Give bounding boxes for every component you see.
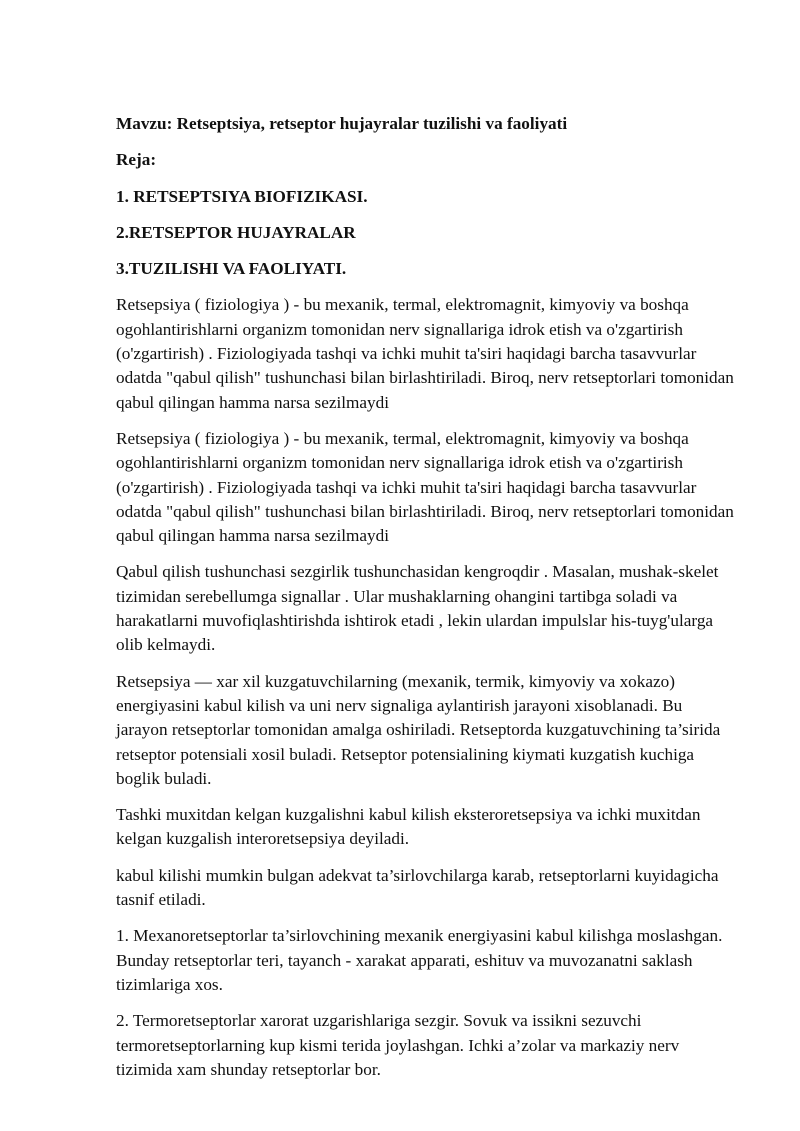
plan-label: Reja: — [116, 150, 157, 170]
paragraph: 1. Mexanoretseptorlar ta’sirlovchining mexanik energiyasini kabul kilishga moslashgan. Bunday retseptorlar teri, tayanch - xarakat apparati, eshituv va muvozanatni saklash tizimlariga xos. — [116, 926, 723, 994]
plan-item: 3.TUZILISHI VA FAOLIYATI. — [116, 259, 347, 279]
paragraph: kabul kilishi mumkin bulgan adekvat ta’sirlovchilarga karab, retseptorlarni kuyidagicha tasnif etiladi. — [116, 865, 719, 910]
document-title: Mavzu: Retseptsiya, retseptor hujayralar tuzilishi va faoliyati — [116, 114, 568, 133]
document-body — [116, 112, 736, 1094]
plan-item: 1. RETSEPTSIYA BIOFIZIKASI. — [116, 186, 368, 206]
paragraph: Qabul qilish tushunchasi sezgirlik tushunchasidan kengroqdir . Masalan, mushak-skelet tizimidan serebellumga signallar . Ular mushaklarning ohangini tartibga soladi va harakatlarni muvofiqlashtirishda ishtirok etadi , lekin ulardan impulslar his-tuyg'ularga olib kelmaydi. — [116, 562, 719, 655]
paragraph: Tashki muxitdan kelgan kuzgalishni kabul kilish eksteroretsepsiya va ichki muxitdan kelgan kuzgalish interoretsepsiya deyiladi. — [116, 805, 701, 849]
paragraph: Retsepsiya ( fiziologiya ) - bu mexanik, termal, elektromagnit, kimyoviy va boshqa ogohlantirishlarni organizm tomonidan nerv signallariga idrok etish va o'zgartirish (o'zgartirish) . Fiziologiyada tashqi va ichki muhit ta'siri haqidagi barcha tasavvurlar odatda "qabul qilish" tushunchasi bilan birlashtiriladi. Biroq, nerv retseptorlari tomonidan qabul qilingan hamma narsa sezilmaydi — [116, 295, 734, 412]
paragraph: 2. Termoretseptorlar xarorat uzgarishlariga sezgir. Sovuk va issikni sezuvchi termoretseptorlarning kup kismi terida joylashgan. Ichki a’zolar va markaziy nerv tizimida xam shunday retseptorlar bor. — [116, 1011, 680, 1079]
paragraph: Retsepsiya — xar xil kuzgatuvchilarning (mexanik, termik, kimyoviy va xokazo) energiyasini kabul kilish va uni nerv signaliga aylantirish jarayoni xisoblanadi. Bu jarayon retseptorlar tomonidan amalga oshiriladi. Retseptorda kuzgatuvchining ta’sirida retseptor potensiali xosil buladi. Retseptor potensialining kiymati kuzgatish kuchiga boglik buladi. — [116, 671, 721, 788]
plan-item: 2.RETSEPTOR HUJAYRALAR — [116, 222, 356, 242]
paragraph: Retsepsiya ( fiziologiya ) - bu mexanik, termal, elektromagnit, kimyoviy va boshqa ogohlantirishlarni organizm tomonidan nerv signallariga idrok etish va o'zgartirish (o'zgartirish) . Fiziologiyada tashqi va ichki muhit ta'siri haqidagi barcha tasavvurlar odatda "qabul qilish" tushunchasi bilan birlashtiriladi. Biroq, nerv retseptorlari tomonidan qabul qilingan hamma narsa sezilmaydi — [116, 428, 734, 546]
